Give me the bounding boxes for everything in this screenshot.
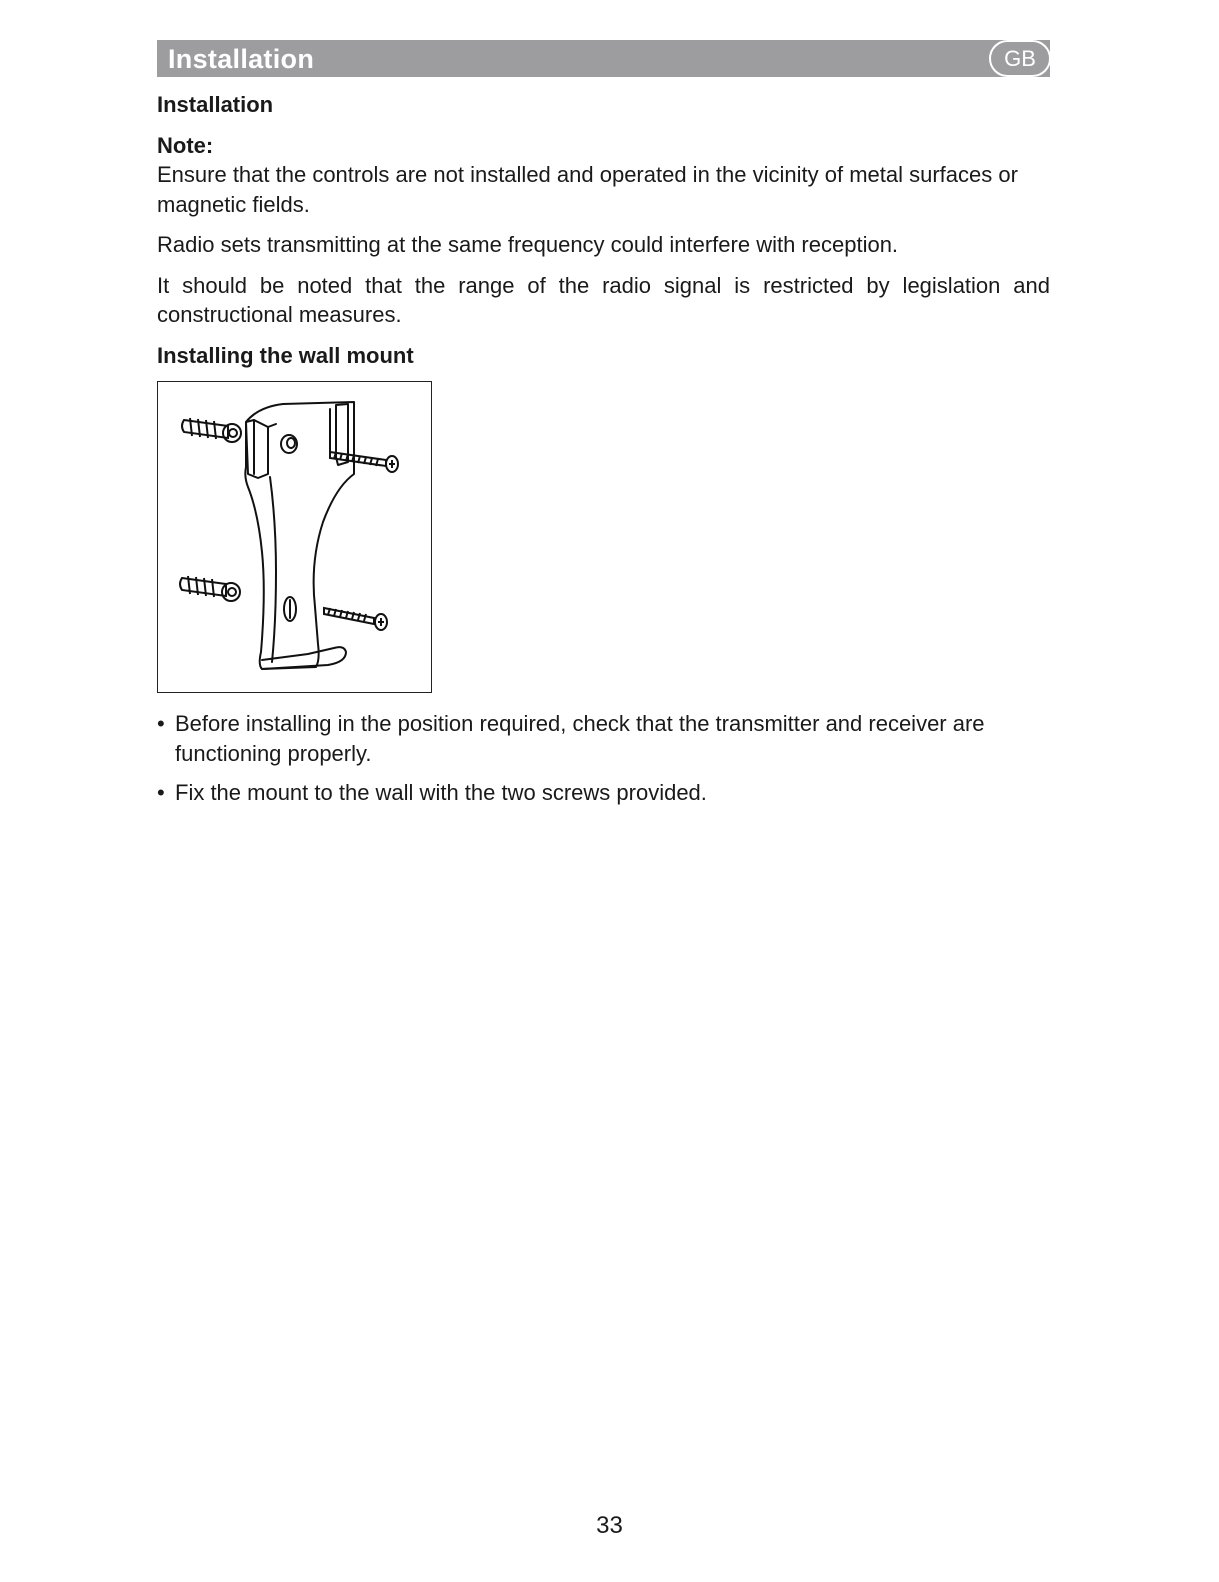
bracket-outline — [245, 402, 354, 669]
page-number: 33 — [596, 1512, 623, 1539]
note-paragraph: Ensure that the controls are not installed and operated in the vicinity of metal surfaces or magnetic fields. — [157, 162, 1018, 217]
screw-lower — [324, 608, 387, 630]
section-heading: Installation — [157, 92, 274, 117]
bracket-left-flange — [246, 420, 268, 478]
bullet-icon: • — [157, 711, 165, 736]
list-item — [157, 778, 1050, 808]
wall-mount-illustration — [157, 381, 432, 693]
wall-plug-upper — [182, 418, 241, 442]
note-paragraph: It should be noted that the range of the radio signal is restricted by legislation and constructional measures. — [157, 272, 1050, 327]
header-title: Installation — [168, 44, 315, 74]
list-item-text: Before installing in the position required, check that the transmitter and receiver are functioning properly. — [175, 711, 985, 766]
instruction-list — [157, 709, 1050, 808]
bullet-icon: • — [157, 780, 165, 805]
page-content — [157, 90, 1050, 808]
page-header — [157, 40, 1050, 77]
note-label: Note: — [157, 132, 214, 158]
list-item-text: Fix the mount to the wall with the two screws provided. — [175, 780, 707, 805]
screw-upper — [330, 452, 398, 472]
wall-mount-heading: Installing the wall mount — [157, 342, 414, 368]
list-item — [157, 709, 1050, 768]
wall-plug-lower — [180, 576, 240, 601]
wall-mount-diagram — [158, 382, 430, 691]
bracket-bottom-lip — [262, 647, 346, 669]
language-badge: GB — [989, 40, 1051, 77]
note-paragraph: Radio sets transmitting at the same frequency could interfere with reception. — [157, 232, 899, 257]
